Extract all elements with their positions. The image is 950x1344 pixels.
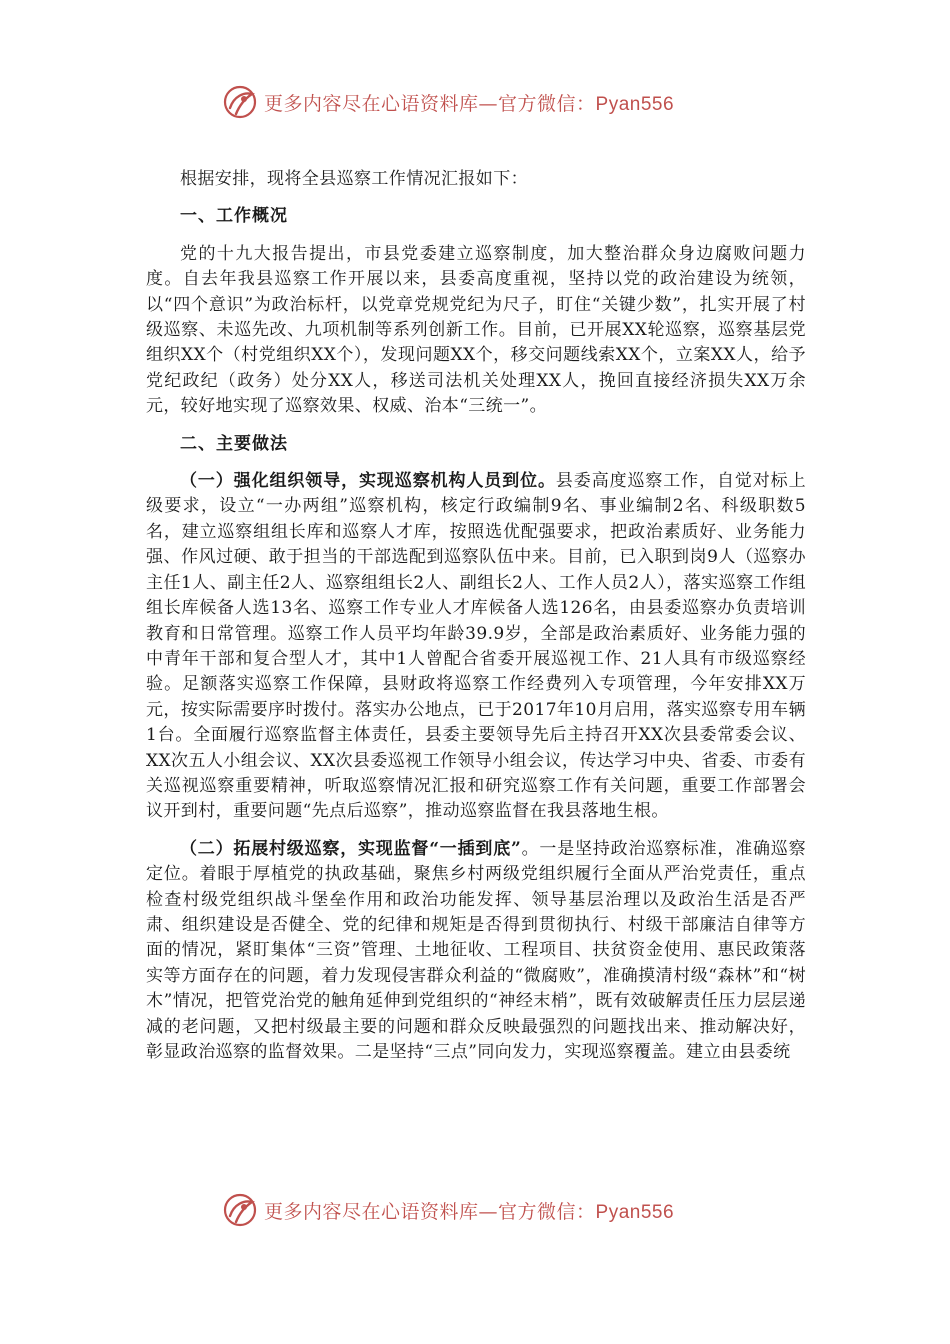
footer-wechat-id: Pyan556 [595,1201,675,1223]
subsection-1-body: 县委高度巡察工作，自觉对标上级要求，设立“一办两组”巡察机构，核定行政编制9名、事业编制2名、科级职数5名，建立巡察组组长库和巡察人才库，按照选优配强要求，把政治素质好、业务能力强、作风过硬、敢于担当的干部选配到巡察队伍中来。目前，已入职到岗9人（巡察办主任1人、副主任2人、巡察组组长2人、副组长2人、工作人员2人），落实巡察工作组组长库候备人选13名、巡察工作专业人才库候备人选126名，由县委巡察办负责培训教育和日常管理。巡察工作人员平均年龄39.9岁，全部是政治素质好、业务能力强的中青年干部和复合型人才，其中1人曾配合省委开展巡视工作、21人具有市级巡察经验。足额落实巡察工作保障，县财政将巡察工作经费列入专项管理，今年安排XX万元，按实际需要序时拨付。落实办公地点，已于2017年10月启用，落实巡察专用车辆1台。全面履行巡察监督主体责任，县委主要领导先后主持召开XX次县委常委会议、XX次五人小组会议、XX次县委巡视工作领导小组会议，传达学习中央、省委、市委有关巡视巡察重要精神，听取巡察情况汇报和研究巡察工作有关问题，重要工作部署会议开到村，重要问题“先点后巡察”，推动巡察监督在我县落地生根。 [146,471,806,822]
header-banner [222,82,742,122]
subsection-2-body: 。一是坚持政治巡察标准，准确巡察定位。着眼于厚植党的执政基础，聚焦乡村两级党组织履行全面从严治党责任，重点检查村级党组织战斗堡垒作用和政治功能发挥、领导基层治理以及政治生活是否严肃、组织建设是否健全、党的纪律和规矩是否得到贯彻执行、村级干部廉洁自律等方面的情况，紧盯集体“三资”管理、土地征收、工程项目、扶贫资金使用、惠民政策落实等方面存在的问题，着力发现侵害群众利益的“微腐败”，准确摸清村级“森林”和“树木”情况，把管党治党的触角延伸到党组织的“神经末梢”，既有效破解责任压力层层递减的老问题，又把村级最主要的问题和群众反映最强烈的问题找出来、推动解决好，彰显政治巡察的监督效果。二是坚持“三点”同向发力，实现巡察覆盖。建立由县委统 [146,838,807,1062]
intro-paragraph: 根据安排，现将全县巡察工作情况汇报如下： [180,169,528,189]
section-1-title: 一、工作概况 [180,206,288,227]
header-banner-label: 更多内容尽在心语资料库—官方微信： [264,92,596,115]
footer-banner-label: 更多内容尽在心语资料库—官方微信： [264,1200,596,1223]
subsection-2-lead: （二）拓展村级巡察，实现监督“一插到底” [180,838,522,859]
footer-banner-text [264,1197,674,1224]
header-wechat-id: Pyan556 [595,93,675,115]
subsection-1-lead: （一）强化组织领导，实现巡察机构人员到位。 [180,471,556,492]
footer-banner [222,1190,742,1230]
subsection-2-paragraph [146,837,806,1066]
section-2-title: 二、主要做法 [180,433,288,454]
brand-logo-icon [222,1192,258,1228]
section-1-paragraph: 党的十九大报告提出，市县党委建立巡察制度，加大整治群众身边腐败问题力度。自去年我县巡察工作开展以来，县委高度重视，坚持以党的政治建设为统领，以“四个意识”为政治标杆，以党章党规党纪为尺子，盯住“关键少数”，扎实开展了村级巡察、未巡先改、九项机制等系列创新工作。目前，已开展XX轮巡察，巡察基层党组织XX个（村党组织XX个），发现问题XX个，移交问题线索XX个，立案XX人，给予党纪政纪（政务）处分XX人，移送司法机关处理XX人，挽回直接经济损失XX万余元，较好地实现了巡察效果、权威、治本“三统一”。 [146,243,806,417]
document-body [146,167,806,1077]
brand-logo-icon [222,84,258,120]
subsection-1-paragraph [146,469,806,825]
header-banner-text [264,89,674,116]
